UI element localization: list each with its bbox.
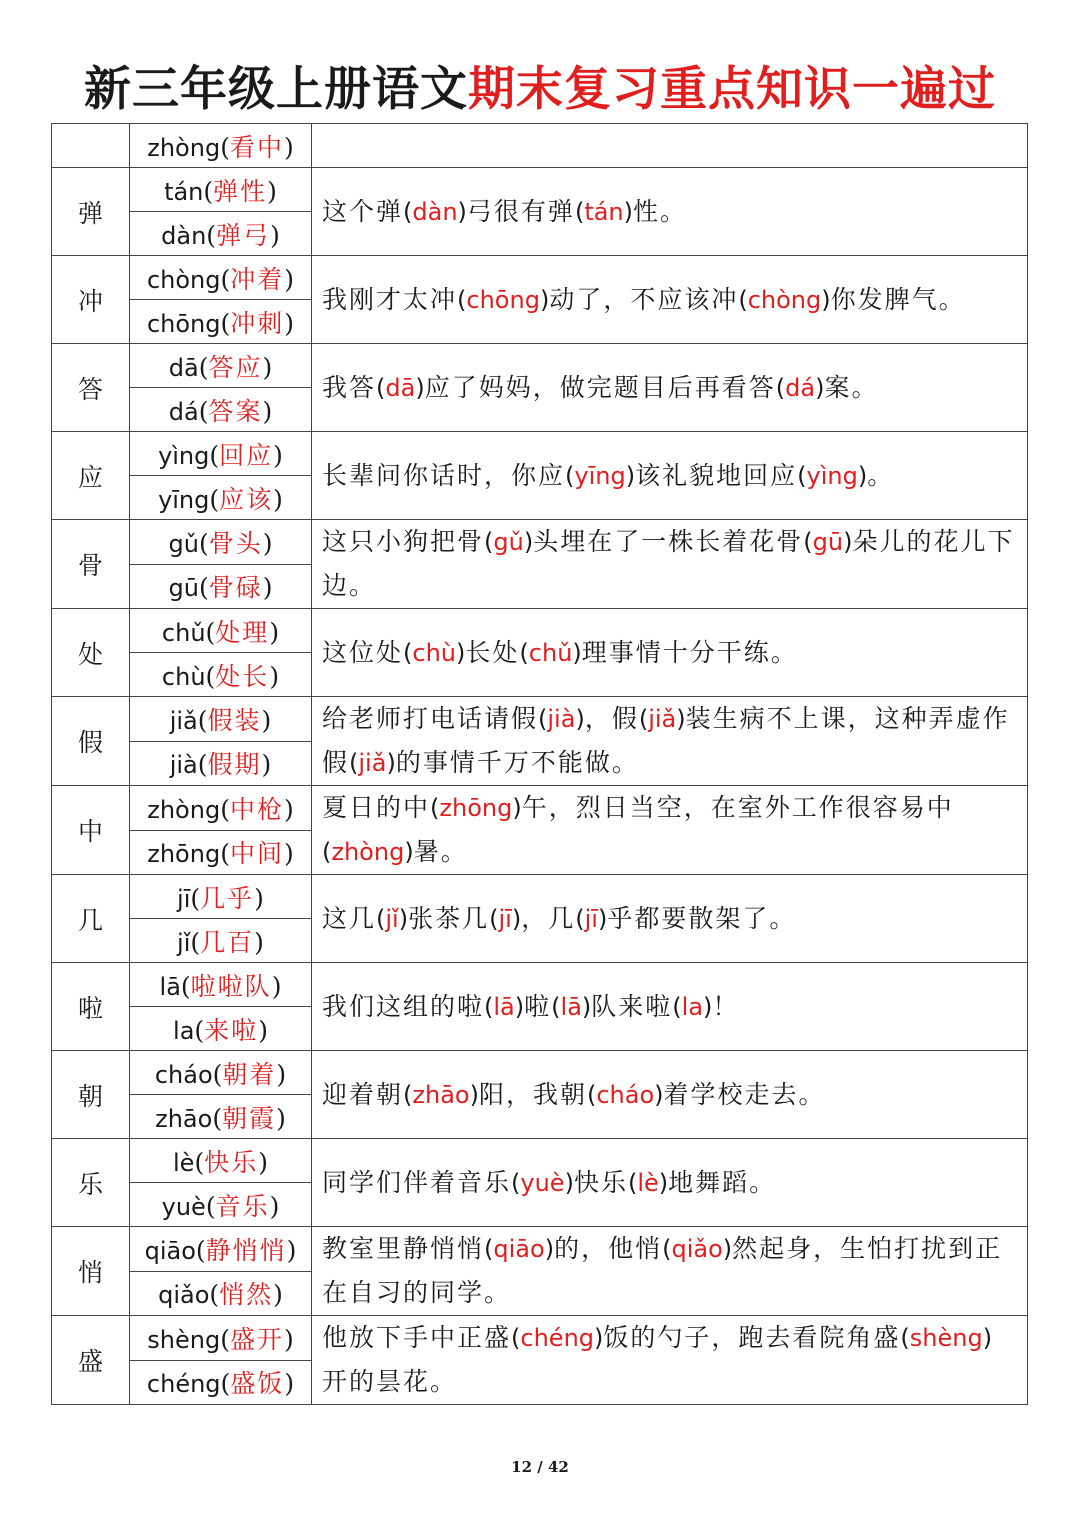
sentence-cell: 这位处(chù)长处(chǔ)理事情十分干练。 [312,609,1028,697]
reading-pinyin: chéng [146,1370,221,1399]
sentence-pinyin: qiǎo [671,1235,723,1263]
sentence-text: 着学校走去。 [663,1079,826,1109]
sentence-text: ，几 [521,903,576,933]
reading-cell: chǔ(处理) [130,609,312,653]
reading-pinyin: dá [168,397,199,426]
char-cell: 弹 [52,168,130,256]
title-part2: 期末复习重点知识一遍过 [468,62,996,117]
sentence-text: 弓很有弹 [466,196,575,226]
sentence-text: 啦 [524,991,552,1021]
sentence-cell: 迎着朝(zhāo)阳，我朝(cháo)着学校走去。 [312,1051,1028,1139]
sentence-cell: 我刚才太冲(chōng)动了，不应该冲(chòng)你发脾气。 [312,256,1028,344]
reading-word: 啦啦队 [190,971,272,1001]
sentence-cell: 长辈问你话时，你应(yīng)该礼貌地回应(yìng)。 [312,432,1028,520]
reading-cell: jiǎ(假装) [130,697,312,742]
reading-cell: zhāo(朝霞) [130,1095,312,1139]
sentence-pinyin: chéng [520,1324,595,1352]
reading-pinyin: chù [161,662,206,691]
sentence-cell: 我答(dā)应了妈妈，做完题目后再看答(dá)案。 [312,344,1028,432]
reading-word: 应该 [219,484,274,514]
table-row [52,124,1028,168]
reading-word: 答案 [208,396,263,426]
sentence-cell: 这只小狗把骨(gǔ)头埋在了一株长着花骨(gū)朵儿的花儿下边。 [312,520,1028,609]
sentence-text: 开的昙花。 [322,1367,458,1396]
sentence-pinyin: cháo [596,1080,655,1109]
reading-pinyin: zhōng [147,840,221,869]
char-cell: 答 [52,344,130,432]
sentence-pinyin: chòng [747,285,822,314]
reading-word: 骨碌 [208,573,263,603]
reading-word: 处长 [215,661,270,691]
sentence-text: 暑。 [413,837,468,866]
sentence-text: 这位处 [322,637,404,667]
sentence-pinyin: chù [412,638,457,667]
sentence-text: 给老师打电话请假 [322,704,539,733]
reading-cell: lè(快乐) [130,1139,312,1183]
reading-cell: dàn(弹弓) [130,212,312,256]
sentence-text: 动了，不应该冲 [549,284,739,314]
sentence-text: 头埋在了一株长着花骨 [533,527,804,556]
reading-word: 处理 [215,617,270,647]
reading-cell: cháo(朝着) [130,1051,312,1095]
sentence-pinyin: yìng [806,461,858,490]
sentence-pinyin: shèng [909,1324,983,1352]
reading-cell: gǔ(骨头) [130,520,312,565]
char-cell: 冲 [52,256,130,344]
reading-cell: chéng(盛饭) [130,1360,312,1405]
reading-cell: gū(骨碌) [130,564,312,609]
sentence-text: 这只小狗把骨 [322,527,485,556]
sentence-cell: 给老师打电话请假(jià)，假(jiǎ)装生病不上课，这种弄虚作假(jiǎ)的事情千万不能做。 [312,697,1028,786]
reading-word: 答应 [208,352,263,382]
page-title [0,52,1080,119]
reading-cell: yuè(音乐) [130,1183,312,1227]
reading-cell: shèng(盛开) [130,1316,312,1361]
sentence-text: 装生病不上课，这种弄虚作假 [322,704,1010,777]
reading-pinyin: qiāo [144,1236,196,1265]
char-cell: 乐 [52,1139,130,1227]
sentence-pinyin: jī [584,904,598,933]
reading-word: 回应 [219,440,274,470]
table-row [52,963,1028,1007]
reading-cell: chù(处长) [130,653,312,697]
sentence-pinyin: zhāo [412,1080,470,1109]
table-row [52,1227,1028,1272]
sentence-cell: 同学们伴着音乐(yuè)快乐(lè)地舞蹈。 [312,1139,1028,1227]
reading-cell: yīng(应该) [130,476,312,520]
table-row [52,609,1028,653]
sentence-pinyin: dā [385,373,416,402]
reading-word: 快乐 [204,1147,259,1177]
char-cell: 假 [52,697,130,786]
reading-cell: yìng(回应) [130,432,312,476]
sentence-text: 教室里静悄悄 [322,1234,485,1263]
reading-pinyin: yīng [158,485,210,514]
sentence-pinyin: jǐ [385,904,399,933]
reading-pinyin: jǐ [177,928,191,957]
sentence-pinyin: tán [584,197,624,226]
sentence-text: 这个弹 [322,196,404,226]
reading-pinyin: tán [164,177,204,206]
reading-pinyin: dàn [161,221,207,250]
sentence-text: 。 [867,460,895,490]
reading-word: 弹性 [213,176,268,206]
sentence-pinyin: dàn [412,197,458,226]
reading-pinyin: cháo [154,1060,213,1089]
sentence-text: 这几 [322,903,377,933]
sentence-cell: 他放下手中正盛(chéng)饭的勺子，跑去看院角盛(shèng)开的昙花。 [312,1316,1028,1405]
reading-pinyin: chōng [146,309,221,338]
sentence-text: ，假 [584,704,639,733]
sentence-text: 案。 [824,372,879,402]
sentence-text: 长辈问你话时，你应 [322,460,566,490]
char-cell: 处 [52,609,130,697]
sentence-text: 我们这组的啦 [322,991,485,1021]
reading-pinyin: jiǎ [169,706,198,735]
reading-cell: zhòng(看中) [130,124,312,168]
reading-pinyin: qiǎo [158,1281,210,1310]
sentence-pinyin: dá [785,373,816,402]
reading-pinyin: yìng [158,441,210,470]
sentence-pinyin: zhōng [439,794,513,822]
reading-word: 几乎 [200,883,255,913]
sentence-text: 饭的勺子，跑去看院角盛 [603,1323,901,1352]
reading-word: 冲着 [230,264,285,294]
sentence-pinyin: jiǎ [358,749,387,777]
reading-word: 假期 [207,750,262,780]
reading-word: 中枪 [229,794,284,824]
sentence-text: 乎都要散架了。 [607,903,797,933]
title-part1: 新三年级上册语文 [84,62,468,117]
reading-cell: qiāo(静悄悄) [130,1227,312,1272]
reading-word: 悄然 [219,1280,274,1310]
sentence-text: 我答 [322,372,377,402]
reading-pinyin: la [173,1016,195,1045]
reading-cell: zhōng(中间) [130,830,312,875]
char-cell: 悄 [52,1227,130,1316]
sentence-pinyin: gǔ [493,528,524,556]
sentence-text: 队来啦 [591,991,673,1021]
reading-pinyin: zhòng [147,133,221,162]
reading-pinyin: gū [168,574,199,603]
table-row [52,1316,1028,1361]
char-cell: 几 [52,875,130,963]
reading-cell: jī(几乎) [130,875,312,919]
table-row [52,1051,1028,1095]
reading-word: 盛开 [229,1324,284,1354]
reading-cell: dá(答案) [130,388,312,432]
sentence-pinyin: lā [560,992,582,1021]
sentence-text: 理事情十分干练。 [581,637,798,667]
reading-cell: dā(答应) [130,344,312,388]
reading-pinyin: shèng [147,1325,221,1354]
reading-word: 音乐 [215,1191,270,1221]
table-row [52,520,1028,565]
polyphone-table [51,123,1028,1405]
reading-pinyin: dā [168,353,199,382]
sentence-text: 的事情千万不能做。 [395,748,639,777]
sentence-cell: 这个弹(dàn)弓很有弹(tán)性。 [312,168,1028,256]
sentence-text: 然起身，生怕打扰到正在自习的同学。 [322,1234,1003,1307]
sentence-cell: 这几(jǐ)张茶几(jī)，几(jī)乎都要散架了。 [312,875,1028,963]
reading-pinyin: chǔ [161,618,206,647]
sentence-text: 张茶几 [408,903,490,933]
reading-word: 骨头 [208,528,263,558]
reading-word: 来啦 [204,1015,259,1045]
sentence-pinyin: jià [547,705,576,733]
sentence-text: 午，烈日当空，在室外工作很容易中 [521,793,954,822]
reading-word: 朝霞 [222,1103,277,1133]
reading-word: 中间 [229,839,284,869]
reading-word: 几百 [200,927,255,957]
reading-pinyin: yuè [161,1192,206,1221]
reading-pinyin: lā [159,972,181,1001]
reading-word: 假装 [207,705,262,735]
reading-cell: tán(弹性) [130,168,312,212]
reading-cell: lā(啦啦队) [130,963,312,1007]
sentence-pinyin: qiāo [493,1235,545,1263]
char-cell: 骨 [52,520,130,609]
sentence-text: 地舞蹈。 [668,1167,777,1197]
reading-pinyin: jī [177,884,191,913]
page-number: 12 / 42 [511,1458,569,1476]
reading-pinyin: jià [169,751,198,780]
sentence-cell: 教室里静悄悄(qiāo)的，他悄(qiǎo)然起身，生怕打扰到正在自习的同学。 [312,1227,1028,1316]
char-cell: 应 [52,432,130,520]
sentence-text: 的，他悄 [554,1234,663,1263]
char-cell [52,124,130,168]
sentence-text: 该礼貌地回应 [635,460,798,490]
char-cell: 朝 [52,1051,130,1139]
reading-word: 盛饭 [230,1369,285,1399]
sentence-pinyin: gū [812,528,844,556]
char-cell: 啦 [52,963,130,1051]
sentence-text: 他放下手中正盛 [322,1323,512,1352]
table-row [52,1139,1028,1183]
reading-pinyin: zhòng [147,795,221,824]
sentence-text: 我刚才太冲 [322,284,458,314]
reading-word: 看中 [229,132,284,162]
reading-word: 朝着 [222,1059,277,1089]
reading-cell: chòng(冲着) [130,256,312,300]
reading-word: 弹弓 [216,220,271,250]
sentence-text: 性。 [633,196,688,226]
table-row [52,875,1028,919]
table-row [52,786,1028,831]
char-cell: 中 [52,786,130,875]
reading-pinyin: chòng [146,265,221,294]
sentence-pinyin: zhòng [331,838,405,866]
reading-cell: chōng(冲刺) [130,300,312,344]
table-row [52,168,1028,212]
reading-cell: qiǎo(悄然) [130,1271,312,1316]
reading-cell: zhòng(中枪) [130,786,312,831]
table-row [52,256,1028,300]
table-row [52,697,1028,742]
sentence-text: 阳，我朝 [478,1079,587,1109]
sentence-text: 应了妈妈，做完题目后再看答 [424,372,776,402]
reading-cell: jǐ(几百) [130,919,312,963]
sentence-text: ！ [712,991,740,1021]
reading-word: 冲刺 [230,308,285,338]
table-row [52,344,1028,388]
table-row [52,432,1028,476]
sentence-cell: 我们这组的啦(lā)啦(lā)队来啦(la)！ [312,963,1028,1051]
sentence-text: 夏日的中 [322,793,431,822]
sentence-pinyin: la [681,992,704,1021]
sentence-text: 快乐 [573,1167,628,1197]
sentence-pinyin: chǔ [528,638,573,667]
reading-pinyin: lè [173,1148,195,1177]
sentence-text: 朵儿的花儿下边。 [322,527,1015,600]
reading-cell: la(来啦) [130,1007,312,1051]
sentence-text: 你发脾气。 [830,284,966,314]
sentence-text: 同学们伴着音乐 [322,1167,512,1197]
sentence-pinyin: jī [498,904,512,933]
sentence-pinyin: jiǎ [648,705,677,733]
char-cell: 盛 [52,1316,130,1405]
reading-pinyin: zhāo [155,1104,213,1133]
sentence-pinyin: yīng [574,461,626,490]
reading-word: 静悄悄 [205,1235,287,1265]
sentence-pinyin: chōng [466,285,540,314]
sentence-text: 迎着朝 [322,1079,404,1109]
reading-cell: jià(假期) [130,741,312,786]
sentence-pinyin: yuè [520,1168,565,1197]
sentence-cell [312,124,1028,168]
sentence-pinyin: lè [637,1168,659,1197]
sentence-cell: 夏日的中(zhōng)午，烈日当空，在室外工作很容易中(zhòng)暑。 [312,786,1028,875]
reading-pinyin: gǔ [168,529,199,558]
sentence-pinyin: lā [493,992,515,1021]
sentence-text: 长处 [465,637,520,667]
